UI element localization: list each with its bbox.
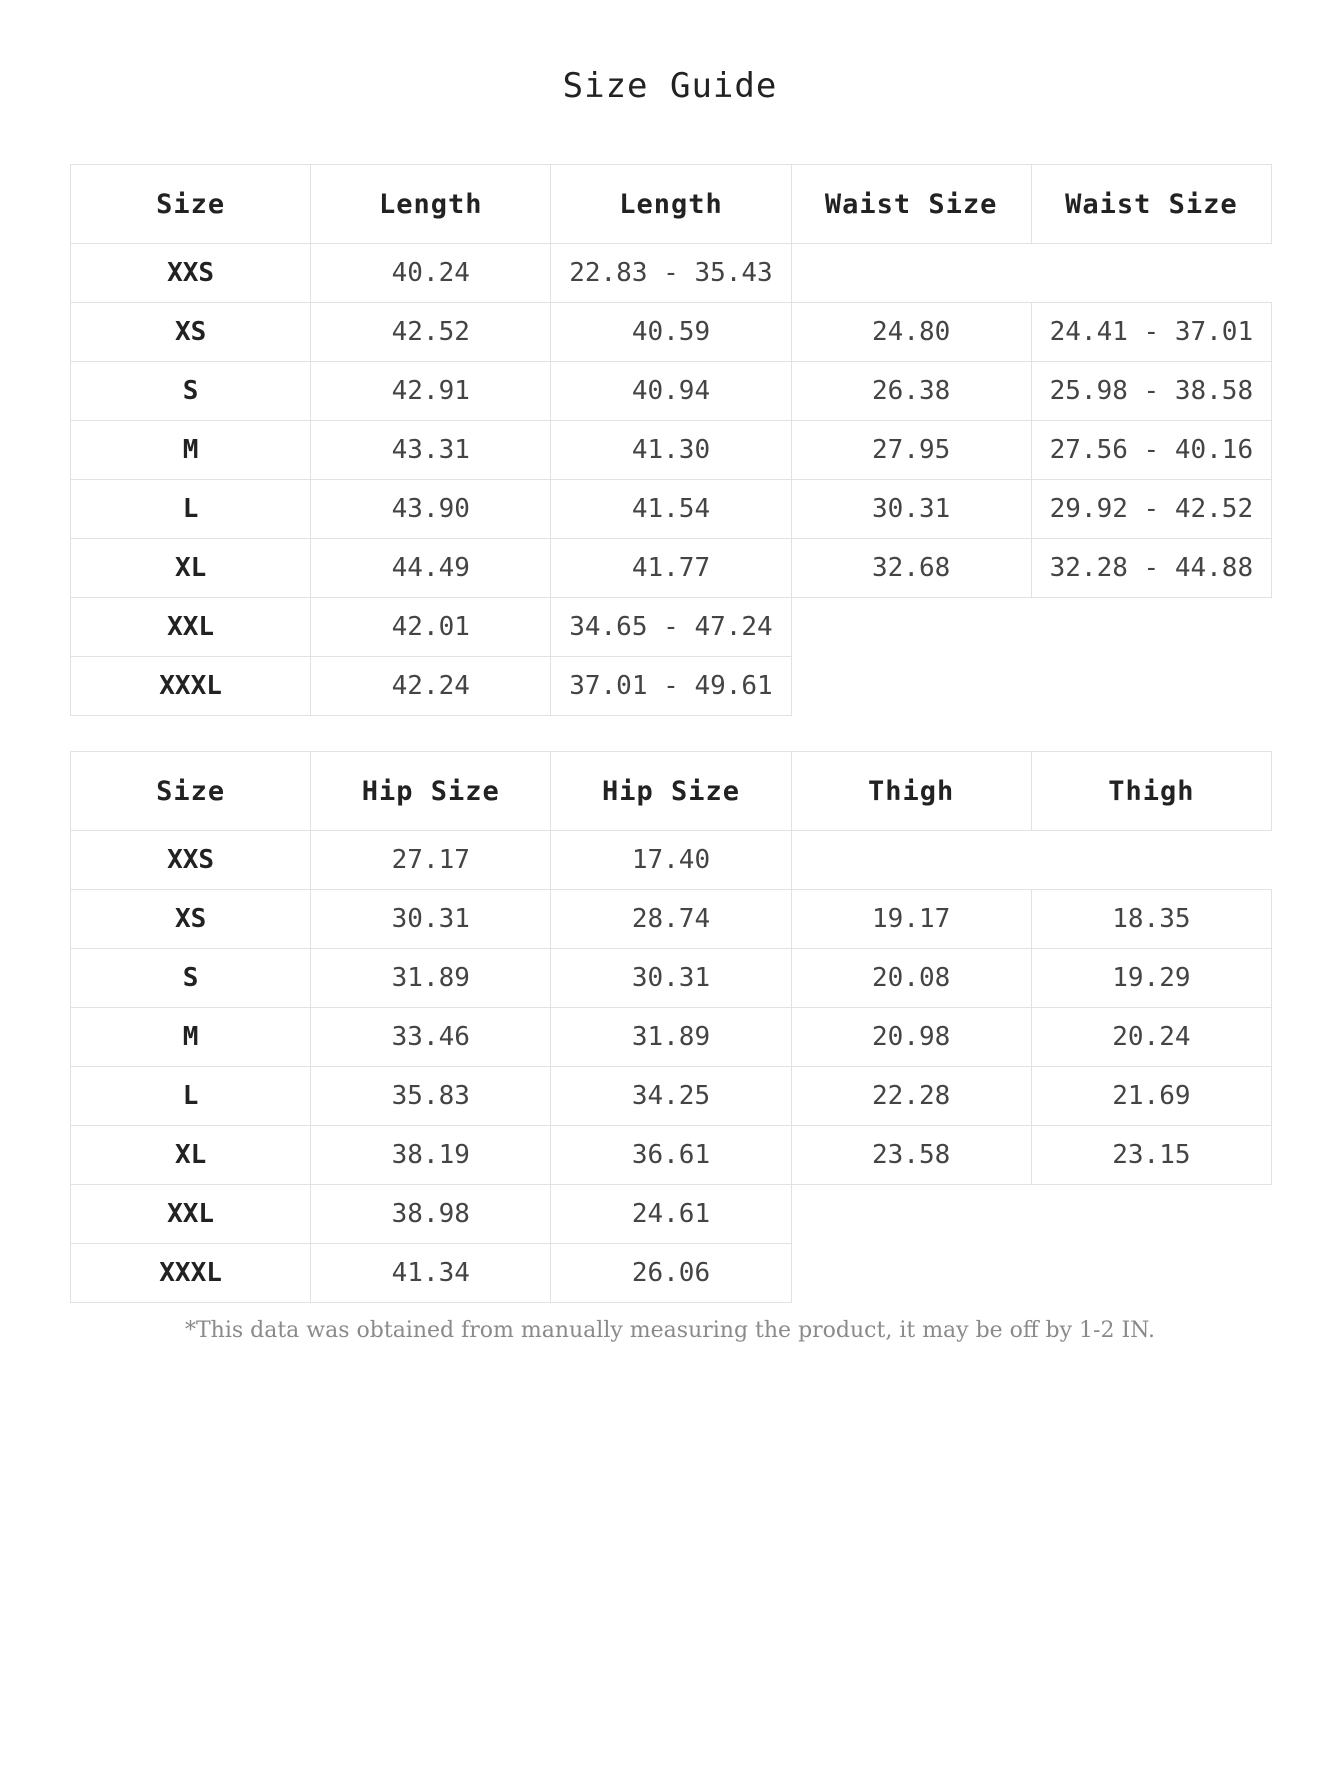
- table-cell: 34.25: [551, 1067, 791, 1126]
- size-label: S: [71, 362, 311, 421]
- table-row: [71, 598, 1272, 657]
- empty-cell: [791, 1244, 1271, 1303]
- table-row: [71, 1126, 1272, 1185]
- table-cell: 32.28 - 44.88: [1031, 539, 1271, 598]
- size-label: XL: [71, 1126, 311, 1185]
- table-cell: 19.29: [1031, 949, 1271, 1008]
- size-label: XXXL: [71, 1244, 311, 1303]
- measurement-disclaimer: *This data was obtained from manually measuring the product, it may be off by 1-2 IN.: [184, 1318, 1156, 1343]
- header-length-range: Length: [551, 165, 791, 244]
- table-row: [71, 480, 1272, 539]
- table-cell: 42.01: [311, 598, 551, 657]
- table-cell: 38.19: [311, 1126, 551, 1185]
- table-cell: 43.31: [311, 421, 551, 480]
- table-cell: 40.24: [311, 244, 551, 303]
- header-waist-size-range: Waist Size: [1031, 165, 1271, 244]
- size-label: L: [71, 480, 311, 539]
- header-hip-size: Hip Size: [311, 752, 551, 831]
- table-row: [71, 831, 1272, 890]
- table-row: [71, 244, 1272, 303]
- table-cell: 19.17: [791, 890, 1031, 949]
- size-label: S: [71, 949, 311, 1008]
- size-label: M: [71, 421, 311, 480]
- table-cell: 32.68: [791, 539, 1031, 598]
- table-cell: 20.24: [1031, 1008, 1271, 1067]
- table-row: [71, 890, 1272, 949]
- table-cell: 33.46: [311, 1008, 551, 1067]
- table-row: [71, 421, 1272, 480]
- table-cell: 42.91: [311, 362, 551, 421]
- table-cell: 34.65 - 47.24: [551, 598, 791, 657]
- header-size: Size: [71, 752, 311, 831]
- table-cell: 24.61: [551, 1185, 791, 1244]
- table-cell: 17.40: [551, 831, 791, 890]
- table-cell: 35.83: [311, 1067, 551, 1126]
- header-hip-size-2: Hip Size: [551, 752, 791, 831]
- size-label: XL: [71, 539, 311, 598]
- table-cell: 42.52: [311, 303, 551, 362]
- empty-cell: [791, 1185, 1271, 1244]
- table-cell: 31.89: [311, 949, 551, 1008]
- empty-cell: [791, 657, 1271, 716]
- table-cell: 18.35: [1031, 890, 1271, 949]
- size-label: XXS: [71, 244, 311, 303]
- size-label: XXL: [71, 1185, 311, 1244]
- size-label: XS: [71, 303, 311, 362]
- size-table-hip-thigh: [70, 751, 1272, 1303]
- table-cell: 30.31: [551, 949, 791, 1008]
- table-cell: 30.31: [311, 890, 551, 949]
- empty-cell: [791, 598, 1271, 657]
- table-cell: 20.98: [791, 1008, 1031, 1067]
- table-cell: 24.80: [791, 303, 1031, 362]
- table-cell: 41.30: [551, 421, 791, 480]
- table-cell: 22.28: [791, 1067, 1031, 1126]
- empty-cell: [791, 244, 1271, 303]
- table-cell: 37.01 - 49.61: [551, 657, 791, 716]
- table-cell: 31.89: [551, 1008, 791, 1067]
- table-row: [71, 949, 1272, 1008]
- size-table-length-waist: [70, 164, 1272, 716]
- size-label: M: [71, 1008, 311, 1067]
- table-cell: 22.83 - 35.43: [551, 244, 791, 303]
- size-label: L: [71, 1067, 311, 1126]
- table-row: [71, 1244, 1272, 1303]
- table-cell: 41.34: [311, 1244, 551, 1303]
- table-cell: 40.59: [551, 303, 791, 362]
- table-row: [71, 657, 1272, 716]
- empty-cell: [791, 831, 1271, 890]
- table-cell: 20.08: [791, 949, 1031, 1008]
- table-cell: 44.49: [311, 539, 551, 598]
- table-cell: 30.31: [791, 480, 1031, 539]
- header-thigh-2: Thigh: [1031, 752, 1271, 831]
- table-cell: 27.56 - 40.16: [1031, 421, 1271, 480]
- table-row: [71, 1185, 1272, 1244]
- table-cell: 23.58: [791, 1126, 1031, 1185]
- table-cell: 40.94: [551, 362, 791, 421]
- table-cell: 41.54: [551, 480, 791, 539]
- table-row: [71, 303, 1272, 362]
- table-row: [71, 539, 1272, 598]
- table-cell: 36.61: [551, 1126, 791, 1185]
- table-cell: 24.41 - 37.01: [1031, 303, 1271, 362]
- table-header-row: [71, 752, 1272, 831]
- table-row: [71, 362, 1272, 421]
- table-cell: 38.98: [311, 1185, 551, 1244]
- size-label: XXXL: [71, 657, 311, 716]
- header-thigh: Thigh: [791, 752, 1031, 831]
- table-cell: 23.15: [1031, 1126, 1271, 1185]
- table-cell: 28.74: [551, 890, 791, 949]
- header-waist-size: Waist Size: [791, 165, 1031, 244]
- table-cell: 27.17: [311, 831, 551, 890]
- table-cell: 29.92 - 42.52: [1031, 480, 1271, 539]
- table-cell: 26.38: [791, 362, 1031, 421]
- table-cell: 26.06: [551, 1244, 791, 1303]
- header-size: Size: [71, 165, 311, 244]
- table-cell: 25.98 - 38.58: [1031, 362, 1271, 421]
- table-row: [71, 1008, 1272, 1067]
- size-label: XXS: [71, 831, 311, 890]
- table-header-row: [71, 165, 1272, 244]
- table-cell: 43.90: [311, 480, 551, 539]
- size-label: XS: [71, 890, 311, 949]
- size-label: XXL: [71, 598, 311, 657]
- table-cell: 42.24: [311, 657, 551, 716]
- page-title: Size Guide: [562, 66, 778, 106]
- table-cell: 41.77: [551, 539, 791, 598]
- table-cell: 21.69: [1031, 1067, 1271, 1126]
- table-cell: 27.95: [791, 421, 1031, 480]
- header-length: Length: [311, 165, 551, 244]
- table-row: [71, 1067, 1272, 1126]
